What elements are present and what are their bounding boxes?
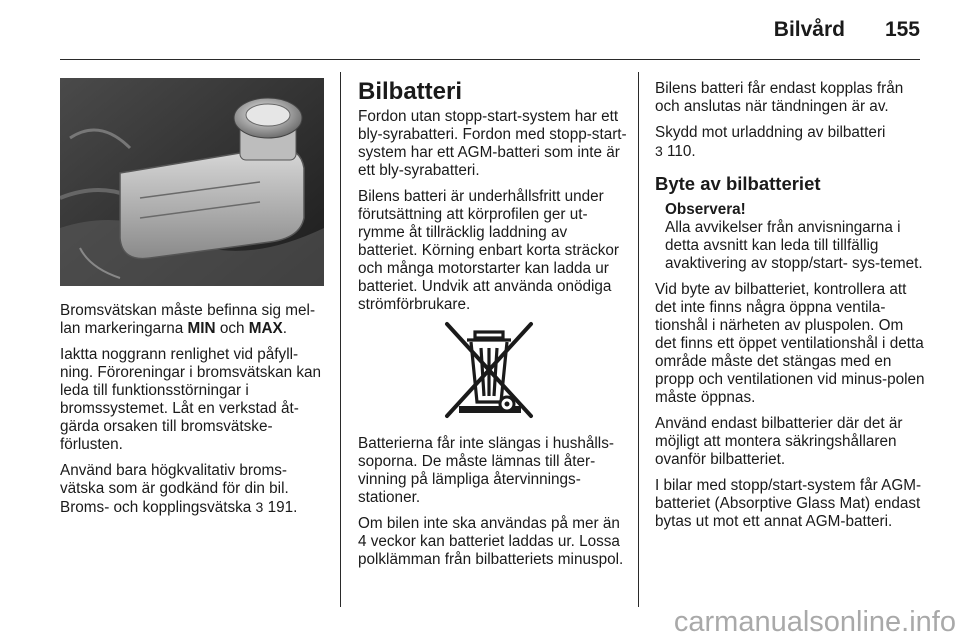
right-column bbox=[655, 80, 925, 539]
section-title: Bilvård bbox=[773, 18, 845, 41]
battery-maintenance-paragraph: Bilens batteri är underhållsfritt under förutsättning att körprofilen ger ut-rymme åt tillräcklig laddning av batteriet. Körning enbart korta sträckor och många motorstarter kan ladda ur batteriet. Undvik att använda onödiga strömförbrukare. bbox=[358, 188, 620, 313]
discharge-protection-paragraph: Skydd mot urladdning av bilbatteri 3 110. bbox=[655, 124, 886, 160]
page-number: 155 bbox=[884, 18, 920, 41]
left-column bbox=[60, 302, 330, 525]
ventilation-paragraph: Vid byte av bilbatteriet, kontrollera att det inte finns några öppna ventila-tionshål i närheten av pluspolen. Om det finns ett öppet ventilationshål i detta område måste det stängas med en propp och ventilationen vid minus-polen måste öppnas. bbox=[655, 281, 925, 406]
page-header bbox=[0, 0, 960, 60]
fuse-holder-paragraph: Använd endast bilbatterier där det är möjligt att montera säkringshållaren ovanför bilbatteriet. bbox=[655, 415, 903, 468]
brake-fluid-level-paragraph: Bromsvätskan måste befinna sig mel-lan markeringarna MIN och MAX. bbox=[60, 302, 316, 337]
page-reference-link[interactable]: 110. bbox=[662, 143, 696, 160]
caution-text: Alla avvikelser från anvisningarna i detta avsnitt kan leda till tillfällig avaktivering av stopp/start- sys-temet. bbox=[665, 219, 923, 272]
page-reference-link[interactable]: 191. bbox=[263, 499, 298, 516]
disconnect-paragraph: Bilens batteri får endast kopplas från och anslutas när tändningen är av. bbox=[655, 80, 904, 115]
column-divider-2 bbox=[638, 72, 639, 607]
middle-column-bottom bbox=[358, 435, 628, 577]
battery-heading: Bilbatteri bbox=[358, 78, 463, 105]
max-mark: MAX bbox=[248, 320, 283, 337]
reference-arrow-icon: 3 bbox=[255, 499, 264, 515]
caution-label: Observera! bbox=[665, 201, 746, 218]
column-divider-1 bbox=[340, 72, 341, 607]
crossed-out-bin-icon bbox=[437, 318, 541, 422]
site-watermark: carmanualsonline.info bbox=[673, 606, 956, 638]
header-divider bbox=[60, 59, 920, 60]
agm-battery-paragraph: I bilar med stopp/start-system får AGM-batteriet (Absorptive Glass Mat) endast bytas ut mot ett annat AGM-batteri. bbox=[655, 477, 922, 530]
battery-replacement-heading: Byte av bilbatteriet bbox=[655, 173, 821, 194]
caution-note bbox=[655, 201, 925, 273]
reference-arrow-icon: 3 bbox=[655, 143, 663, 159]
battery-type-paragraph: Fordon utan stopp-start-system har ett bly-syrabatteri. Fordon med stopp-start-system har ett AGM-batteri som inte är ett bly-syrabatteri. bbox=[358, 108, 627, 179]
reservoir-illustration bbox=[60, 78, 324, 286]
battery-storage-paragraph: Om bilen inte ska användas på mer än 4 veckor kan batteriet laddas ur. Lossa polklämman från bilbatteriets minuspol. bbox=[358, 515, 624, 568]
middle-column-top bbox=[358, 108, 628, 322]
brake-fluid-reservoir-photo bbox=[60, 78, 324, 286]
cleanliness-paragraph: Iaktta noggrann renlighet vid påfyll-ning. Föroreningar i bromsvätskan kan leda till funktionsstörningar i bromssystemet. Låt en verkstad åt-gärda orsaken till bromsvätske-förlusten. bbox=[60, 346, 322, 453]
battery-disposal-paragraph: Batterierna får inte slängas i hushålls-soporna. De måste lämnas till åter-vinning på lämpliga återvinnings-stationer. bbox=[358, 435, 614, 506]
brake-fluid-quality-paragraph: Använd bara högkvalitativ broms-vätska som är godkänd för din bil. Broms- och kopplingsvätska 3 191. bbox=[60, 462, 298, 516]
min-mark: MIN bbox=[187, 320, 216, 337]
